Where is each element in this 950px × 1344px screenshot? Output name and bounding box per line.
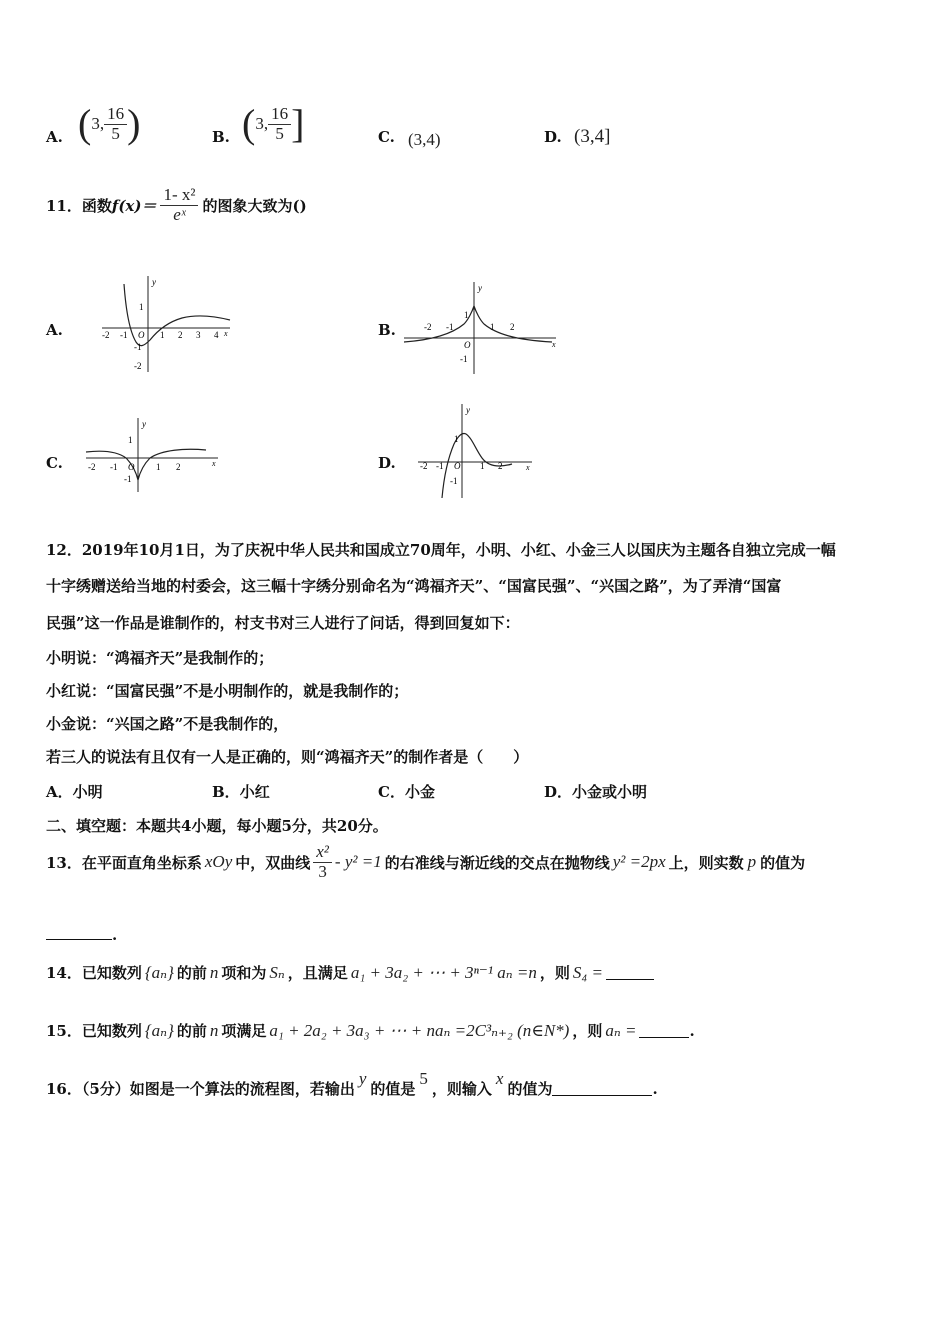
graph-d-tick-x3: 1 [480, 461, 485, 471]
q14-s4: S₄ = [572, 962, 603, 982]
graph-a-tick-x6: 4 [214, 330, 219, 340]
q13-p4: 上，则实数 [668, 853, 744, 872]
q15-eq: a₁ + 2a₂ + 3a₃ + ⋯ + naₙ =2C³ₙ₊₂ (n∈N*) [269, 1020, 570, 1040]
graph-b-tick-x0: -2 [424, 322, 432, 332]
q11-graph-c [84, 414, 224, 494]
q12-option-b [212, 781, 270, 802]
graph-d-tick-x2: O [454, 461, 461, 471]
q15-p3: 项满足 [221, 1022, 267, 1040]
q10-b-den: 5 [275, 123, 284, 143]
q14-p4: ，且满足 [287, 964, 348, 982]
q12-line-6: 小金说：“兴国之路”不是我制作的， [46, 715, 289, 733]
q10-a-close: ) [127, 101, 141, 146]
q11-option-b-label: B. [378, 321, 396, 339]
q16-y: y [358, 1068, 367, 1088]
graph-c-ylabel: y [142, 419, 146, 429]
q12-option-d-label: D． [544, 783, 573, 801]
graph-b-xlabel: x [552, 340, 556, 349]
q10-b-open: ( [242, 101, 256, 146]
q10-a-three: 3, [91, 114, 105, 133]
q10-a-den: 5 [111, 123, 120, 143]
q15-an: aₙ = [605, 1020, 637, 1040]
q10-a-num: 16 [104, 105, 127, 125]
graph-d-tick-x1: -1 [436, 461, 444, 471]
q12-option-a-text: 小明 [72, 783, 103, 801]
graph-b-tick-x3: 1 [490, 322, 495, 332]
graph-d-xlabel: x [526, 463, 530, 472]
q15-answer-blank[interactable] [639, 1023, 689, 1038]
graph-a-xlabel: x [224, 329, 228, 338]
graph-a-tick-x5: 3 [196, 330, 201, 340]
graph-b-tick-x1: -1 [446, 322, 454, 332]
graph-c-tick-y0: 1 [128, 435, 133, 445]
graph-c-tick-x0: -2 [88, 462, 96, 472]
graph-d-tick-x4: 2 [498, 461, 503, 471]
q10-option-a-label: A. [46, 128, 63, 146]
q16-answer-blank[interactable] [552, 1081, 652, 1096]
graph-c-tick-x1: -1 [110, 462, 118, 472]
q12-option-b-text: 小红 [239, 783, 270, 801]
q15-p1: 15．已知数列 [46, 1022, 142, 1040]
section-2-heading: 二、填空题：本题共4小题，每小题5分，共20分。 [46, 817, 388, 835]
q12-option-d [544, 781, 647, 802]
q11-option-d-label: D. [378, 454, 396, 472]
graph-a-tick-x2: O [138, 330, 145, 340]
q10-option-c-label: C. [378, 128, 395, 146]
q11-frac-den: eˣ [173, 204, 186, 224]
graph-a-tick-y1: -1 [134, 342, 142, 352]
q16-p4: 的值为 [507, 1080, 553, 1098]
q10-option-c-text: (3,4) [408, 130, 441, 149]
q12-line-7: 若三人的说法有且仅有一人是正确的，则“鸿福齐天”的制作者是（ ） [46, 748, 529, 766]
q13-p: p [747, 852, 757, 872]
q12-option-c-text: 小金 [404, 783, 435, 801]
q14-p1: 14．已知数列 [46, 964, 142, 982]
q14-p3: 项和为 [221, 964, 267, 982]
q13-answer-line [46, 925, 117, 944]
graph-b-tick-x2: O [464, 340, 471, 350]
graph-c-tick-x4: 2 [176, 462, 181, 472]
q13-stem [46, 843, 805, 881]
q14-p2: 的前 [176, 964, 207, 982]
graph-b-ylabel: y [478, 283, 482, 293]
q11-graph-a [98, 272, 238, 374]
q11-option-a-label: A. [46, 321, 63, 339]
q15-p4: ，则 [572, 1022, 603, 1040]
graph-d-ylabel: y [466, 405, 470, 415]
q11-graph-b [402, 280, 562, 376]
graph-a-tick-x3: 1 [160, 330, 165, 340]
q15-seq: {aₙ} [144, 1020, 174, 1040]
q13-frac-den: 3 [318, 861, 327, 881]
graph-c-tick-x3: 1 [156, 462, 161, 472]
graph-b-tick-x4: 2 [510, 322, 515, 332]
q11-prefix: 11．函数 [46, 196, 112, 215]
q12-line-1: 12．2019年10月1日，为了庆祝中华人民共和国成立70周年，小明、小红、小金三人以国庆为主题各自独立完成一幅 [46, 541, 836, 559]
graph-d-tick-y1: -1 [450, 476, 458, 486]
q11-frac-num: 1- x² [160, 186, 198, 206]
q15-n: n [209, 1020, 219, 1040]
q16-p2: 的值是 [370, 1080, 416, 1098]
graph-d-tick-y0: 1 [454, 434, 459, 444]
graph-a-tick-x1: -1 [120, 330, 128, 340]
q12-line-2: 十字绣赠送给当地的村委会，这三幅十字绣分别命名为“鸿福齐天”、“国富民强”、“兴国之路”，为了弄清“国富 [46, 577, 782, 595]
q10-option-d-label: D. [544, 128, 562, 146]
q14-n: n [209, 962, 219, 982]
q16-p1: 16．（5分）如图是一个算法的流程图，若输出 [46, 1080, 355, 1098]
q12-option-c-label: C． [378, 783, 405, 801]
q13-rest: - y² =1 [334, 852, 382, 872]
q10-b-three: 3, [255, 114, 269, 133]
q10-b-close: ] [291, 101, 305, 146]
graph-b-tick-y0: 1 [464, 310, 469, 320]
q10-option-d-text: (3,4] [574, 126, 611, 147]
q13-p1: 13．在平面直角坐标系 [46, 853, 202, 872]
graph-c-tick-x2: O [128, 462, 135, 472]
q15-stem [46, 1020, 695, 1041]
q12-option-a [46, 781, 103, 802]
q10-b-num: 16 [268, 105, 291, 125]
q12-option-b-label: B． [212, 783, 240, 801]
graph-c-curve [86, 449, 206, 480]
q11-option-c-label: C. [46, 454, 63, 472]
q13-xoy: xOy [204, 852, 233, 872]
q14-seq: {aₙ} [144, 962, 174, 982]
q16-x: x [495, 1068, 504, 1088]
graph-a-tick-y0: 1 [139, 302, 144, 312]
q10-option-a-math [78, 101, 141, 146]
graph-c-tick-y1: -1 [124, 474, 132, 484]
q14-sn: Sₙ [269, 962, 285, 982]
q13-p5: 的值为 [760, 853, 806, 872]
q13-frac-num: x² [313, 843, 332, 863]
q12-line-3: 民强”这一作品是谁制作的，村支书对三人进行了问话，得到回复如下： [46, 614, 520, 632]
graph-a-tick-x0: -2 [102, 330, 110, 340]
graph-d-tick-x0: -2 [420, 461, 428, 471]
q11-func: f(x)＝ [111, 196, 157, 215]
graph-a-tick-x4: 2 [178, 330, 183, 340]
q12-line-5: 小红说：“国富民强”不是小明制作的，就是我制作的； [46, 682, 409, 700]
q14-answer-blank[interactable] [606, 965, 654, 980]
q10-a-open: ( [78, 101, 92, 146]
q14-stem [46, 962, 654, 983]
q16-five: 5 [419, 1068, 428, 1088]
q16-end: . [652, 1079, 658, 1098]
q13-parabola: y² =2px [612, 852, 666, 872]
q12-line-4: 小明说：“鸿福齐天”是我制作的； [46, 649, 274, 667]
q14-eq: a₁ + 3a₂ + ⋯ + 3ⁿ⁻¹ aₙ =n [350, 962, 537, 982]
graph-a-ylabel: y [152, 277, 156, 287]
q15-p2: 的前 [176, 1022, 207, 1040]
q11-stem [46, 186, 307, 224]
q13-p3: 的右准线与渐近线的交点在抛物线 [384, 853, 610, 872]
q14-p5: ，则 [539, 964, 570, 982]
q16-p3: ，则输入 [431, 1080, 492, 1098]
q13-end: . [112, 926, 118, 944]
q15-end: . [689, 1021, 695, 1040]
q16-stem [46, 1068, 658, 1099]
graph-a-tick-y2: -2 [134, 361, 142, 371]
q13-answer-blank[interactable] [46, 925, 112, 940]
q12-option-d-text: 小金或小明 [572, 783, 648, 801]
q10-option-b-math [242, 101, 305, 146]
graph-b-tick-y1: -1 [460, 354, 468, 364]
q11-graph-d [414, 400, 538, 500]
q13-p2: 中，双曲线 [235, 853, 311, 872]
q12-option-c [378, 781, 435, 802]
q11-suffix: 的图象大致为() [202, 196, 307, 215]
q10-option-b-label: B. [212, 128, 230, 146]
q12-option-a-label: A． [46, 783, 73, 801]
graph-c-xlabel: x [212, 459, 216, 468]
